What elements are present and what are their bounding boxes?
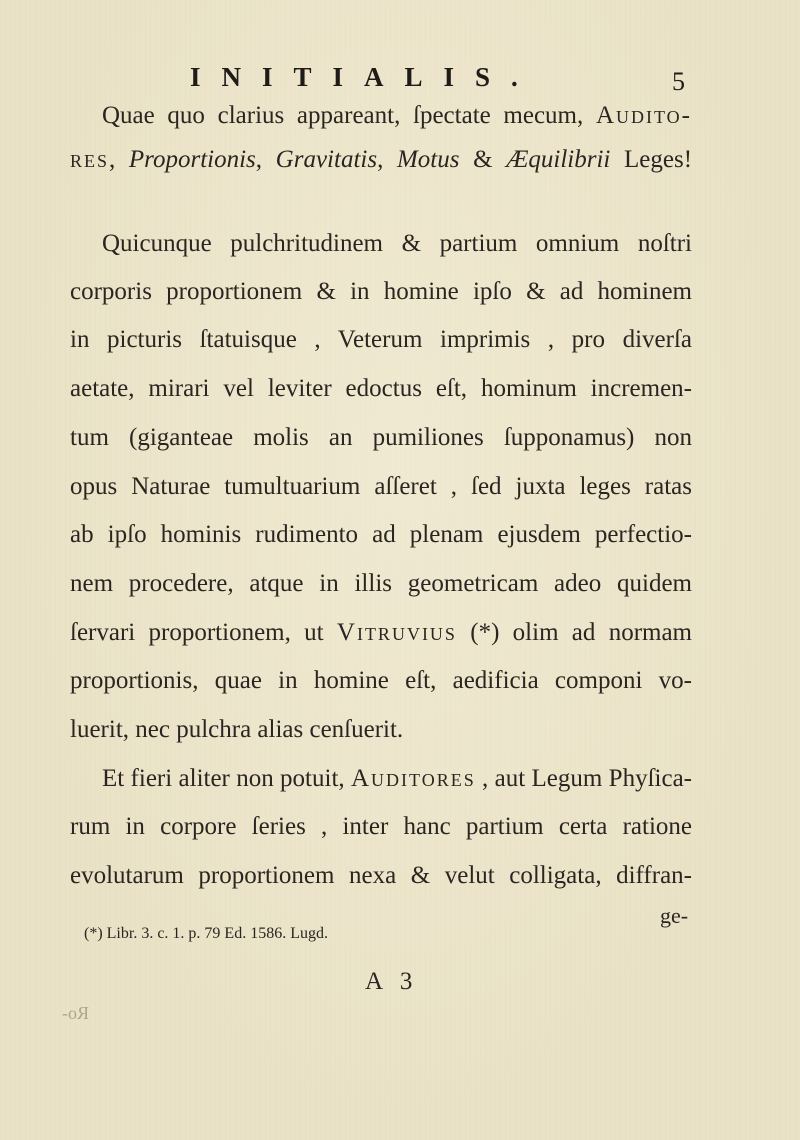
body-line-10: nem procedere, atque in illis geometricam adeo quidem [70, 570, 692, 597]
running-title: INITIALIS. [190, 62, 539, 92]
body-line-4: corporis proportionem & in homine ipſo & ad hominem [70, 278, 692, 305]
page-number: 5 [672, 67, 685, 96]
text-segment: , [377, 146, 397, 173]
text-segment: Leges! [610, 146, 693, 173]
addressee-smallcaps: Auditores [350, 765, 476, 792]
body-line-2 [70, 145, 692, 175]
author-smallcaps: Vitruvius [336, 619, 457, 646]
text-segment: Et fieri aliter non potuit, [102, 765, 351, 792]
text-segment: , [255, 146, 276, 173]
body-line-14 [102, 764, 692, 794]
addressee-smallcaps: res [70, 146, 110, 173]
text-segment: ſervari proportionem, ut [70, 619, 337, 646]
text-segment: Quae quo clarius appareant, ſpectate mecum, [102, 102, 596, 129]
body-line-15: rum in corpore ſeries , inter hanc partium certa ratione [70, 813, 692, 840]
body-line-5: in picturis ſtatuisque , Veterum imprimis , pro diverſa [70, 326, 692, 353]
text-segment: & [459, 146, 507, 173]
body-line-7: tum (giganteae molis an pumiliones ſupponamus) non [70, 424, 692, 451]
catchword: ge- [660, 903, 689, 928]
text-segment: , aut Legum Phyſica- [475, 765, 692, 792]
italic-term: Gravitatis [275, 146, 378, 173]
body-line-16: evolutarum proportionem nexa & velut colligata, diffran- [70, 862, 692, 889]
body-line-12: proportionis, quae in homine eſt, aedificia componi vo- [70, 667, 692, 694]
show-through-text: Ro- [62, 1003, 89, 1023]
body-line-9: ab ipſo hominis rudimento ad plenam ejusdem perfectio- [70, 521, 692, 548]
italic-term: Æquilibrii [506, 146, 611, 173]
signature-mark: A 3 [365, 968, 419, 995]
italic-term: Proportionis [128, 146, 256, 173]
body-line-13: luerit, nec pulchra alias cenſuerit. [70, 716, 404, 743]
addressee-smallcaps: Audito- [595, 102, 692, 129]
text-segment: , [109, 146, 129, 173]
body-line-8: opus Naturae tumultuarium aſſeret , ſed juxta leges ratas [70, 473, 692, 500]
body-line-6: aetate, mirari vel leviter edoctus eſt, hominum incremen- [70, 375, 692, 402]
italic-term: Motus [396, 146, 460, 173]
body-line-1 [102, 101, 692, 131]
body-line-3: Quicunque pulchritudinem & partium omnium noſtri [102, 230, 692, 257]
body-line-11 [70, 618, 692, 648]
footnote: (*) Libr. 3. c. 1. p. 79 Ed. 1586. Lugd. [84, 925, 328, 942]
text-segment: (*) olim ad normam [456, 619, 693, 646]
